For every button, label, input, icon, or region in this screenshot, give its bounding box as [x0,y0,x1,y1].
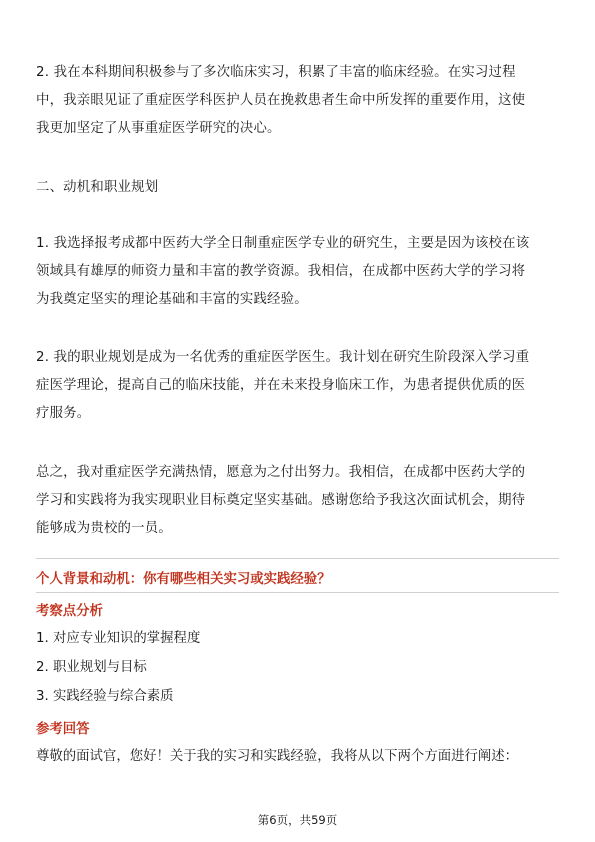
text-line: 2. 我在本科期间积极参与了多次临床实习，积累了丰富的临床经验。在实习过程 [36,65,516,80]
paragraph-conclusion [36,459,559,543]
analysis-item: 3. 实践经验与综合素质 [36,689,174,704]
analysis-item: 2. 职业规划与目标 [36,660,147,675]
paragraph-school-choice [36,230,559,314]
text-line: 中，我亲眼见证了重症医学科医护人员在挽救患者生命中所发挥的重要作用，这使 [36,93,526,108]
text-line: 能够成为贵校的一员。 [36,521,172,536]
question-title: 个人背景和动机：你有哪些相关实习或实践经验？ [36,572,331,587]
text-line: 2. 我的职业规划是成为一名优秀的重症医学医生。我计划在研究生阶段深入学习重 [36,350,530,365]
analysis-item: 1. 对应专业知识的掌握程度 [36,631,201,646]
text-line: 为我奠定坚实的理论基础和丰富的实践经验。 [36,292,308,307]
divider-top [36,558,559,559]
answer-heading: 参考回答 [36,722,90,737]
text-line: 学习和实践将为我实现职业目标奠定坚实基础。感谢您给予我这次面试机会，期待 [36,493,526,508]
text-line: 1. 我选择报考成都中医药大学全日制重症医学专业的研究生，主要是因为该校在该 [36,236,530,251]
text-line: 我更加坚定了从事重症医学研究的决心。 [36,121,281,136]
text-line: 症医学理论，提高自己的临床技能，并在未来投身临床工作，为患者提供优质的医 [36,378,526,393]
text-line: 领域具有雄厚的师资力量和丰富的教学资源。我相信，在成都中医药大学的学习将 [36,264,526,279]
answer-text: 尊敬的面试官，您好！关于我的实习和实践经验，我将从以下两个方面进行阐述： [36,749,519,764]
paragraph-career-plan [36,344,559,428]
text-line: 疗服务。 [36,406,91,421]
divider-bottom [36,592,559,593]
text-line: 总之，我对重症医学充满热情，愿意为之付出努力。我相信，在成都中医药大学的 [36,465,526,480]
heading-text: 二、动机和职业规划 [36,180,159,195]
section-heading-motivation [36,174,559,202]
analysis-heading: 考察点分析 [36,604,103,619]
page-number: 第6页，共59页 [257,813,338,827]
paragraph-internship-experience [36,59,559,143]
